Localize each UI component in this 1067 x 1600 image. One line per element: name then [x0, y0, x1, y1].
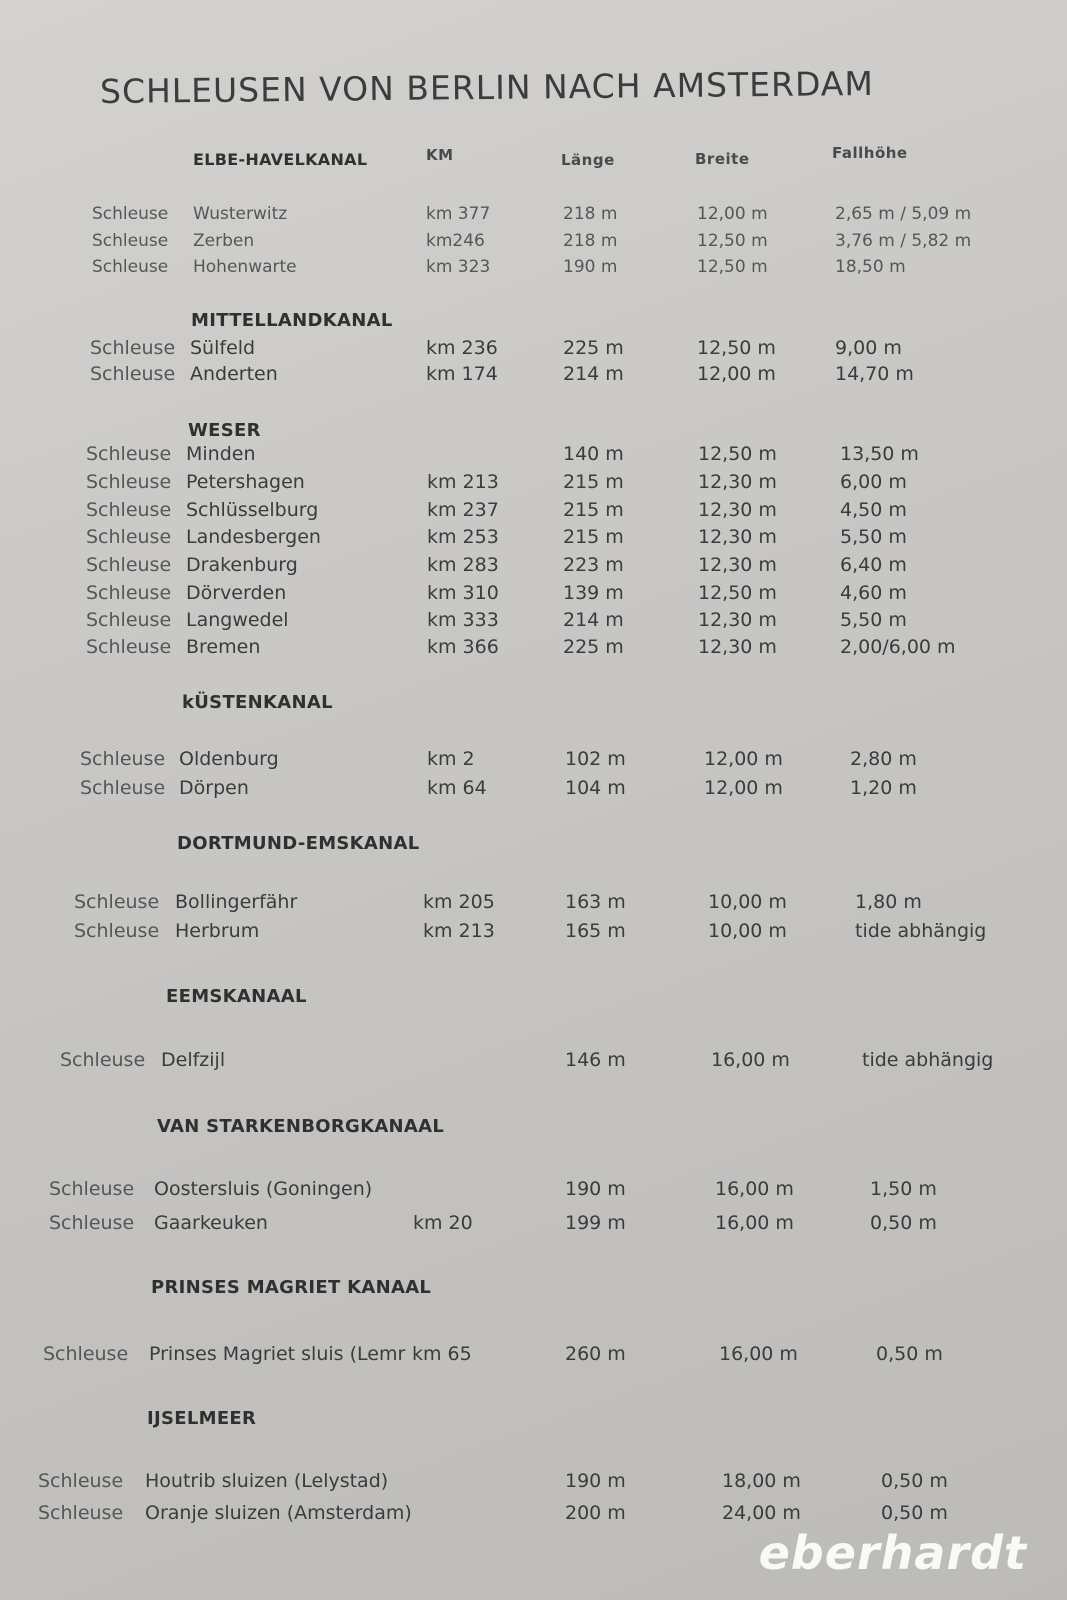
lock-drop: 0,50 m	[876, 1343, 943, 1365]
lock-name: Dörpen	[179, 777, 249, 799]
table-row	[0, 1470, 1067, 1498]
lock-name: Oostersluis (Goningen)	[154, 1178, 373, 1200]
lock-length: 215 m	[563, 526, 624, 548]
lock-width: 10,00 m	[708, 920, 787, 942]
lock-length: 165 m	[565, 920, 626, 942]
lock-km: km 213	[423, 920, 495, 942]
lock-length: 190 m	[565, 1178, 626, 1200]
lock-km: km 366	[427, 636, 499, 658]
lock-name: Landesbergen	[186, 526, 321, 548]
lock-name: Schlüsselburg	[186, 499, 319, 521]
lock-drop: tide abhängig	[862, 1049, 994, 1071]
section-heading: MITTELLANDKANAL	[191, 310, 393, 331]
lock-length: 218 m	[563, 204, 618, 224]
lock-name: Petershagen	[186, 471, 305, 493]
lock-width: 12,30 m	[698, 554, 777, 576]
lock-drop: 1,50 m	[870, 1178, 937, 1200]
lock-label: Schleuse	[90, 337, 176, 359]
lock-km: km 323	[426, 257, 491, 277]
section-heading: WESER	[188, 420, 261, 441]
lock-km: km 377	[426, 204, 491, 224]
lock-km: km 174	[426, 363, 498, 385]
lock-width: 12,30 m	[698, 636, 777, 658]
lock-width: 12,50 m	[698, 582, 777, 604]
lock-drop: 1,80 m	[855, 891, 922, 913]
lock-width: 18,00 m	[722, 1470, 801, 1492]
lock-label: Schleuse	[90, 363, 176, 385]
lock-drop: 1,20 m	[850, 777, 917, 799]
lock-width: 24,00 m	[722, 1502, 801, 1524]
lock-label: Schleuse	[38, 1502, 124, 1524]
lock-length: 146 m	[565, 1049, 626, 1071]
lock-width: 12,30 m	[698, 499, 777, 521]
lock-name: Prinses Magriet sluis (Lemr	[149, 1343, 406, 1365]
lock-length: 200 m	[565, 1502, 626, 1524]
lock-drop: 6,00 m	[840, 471, 907, 493]
lock-name: Wusterwitz	[193, 204, 288, 224]
lock-km: km246	[426, 231, 485, 251]
table-row	[0, 1178, 1067, 1206]
lock-label: Schleuse	[92, 257, 169, 277]
lock-length: 190 m	[563, 257, 618, 277]
table-row	[0, 257, 1067, 285]
lock-name: Delfzijl	[161, 1049, 226, 1071]
lock-name: Sülfeld	[190, 337, 256, 359]
table-row	[0, 363, 1067, 391]
lock-drop: tide abhängig	[855, 920, 987, 942]
lock-width: 16,00 m	[715, 1178, 794, 1200]
lock-label: Schleuse	[49, 1178, 135, 1200]
lock-label: Schleuse	[92, 231, 169, 251]
lock-name: Langwedel	[186, 609, 289, 631]
table-row	[0, 582, 1067, 610]
lock-label: Schleuse	[74, 920, 160, 942]
lock-label: Schleuse	[86, 582, 172, 604]
lock-length: 199 m	[565, 1212, 626, 1234]
lock-name: Houtrib sluizen (Lelystad)	[145, 1470, 389, 1492]
watermark-logo: eberhardt	[758, 1526, 1027, 1580]
lock-drop: 13,50 m	[840, 443, 919, 465]
section-heading: EEMSKANAAL	[166, 986, 307, 1007]
lock-width: 12,50 m	[697, 231, 768, 251]
column-header-fallhoehe: Fallhöhe	[832, 144, 908, 162]
lock-length: 190 m	[565, 1470, 626, 1492]
section-heading: IJSELMEER	[147, 1408, 257, 1429]
column-header-breite: Breite	[695, 150, 750, 168]
table-row	[0, 471, 1067, 499]
lock-length: 104 m	[565, 777, 626, 799]
lock-label: Schleuse	[80, 777, 166, 799]
lock-label: Schleuse	[74, 891, 160, 913]
table-row	[0, 609, 1067, 637]
lock-drop: 4,60 m	[840, 582, 907, 604]
lock-name: Gaarkeuken	[154, 1212, 268, 1234]
lock-width: 12,00 m	[704, 748, 783, 770]
lock-length: 218 m	[563, 231, 618, 251]
lock-width: 12,00 m	[697, 204, 768, 224]
lock-km: km 253	[427, 526, 499, 548]
lock-drop: 0,50 m	[870, 1212, 937, 1234]
lock-length: 223 m	[563, 554, 624, 576]
lock-name: Oranje sluizen (Amsterdam)	[145, 1502, 412, 1524]
lock-width: 12,50 m	[697, 257, 768, 277]
lock-label: Schleuse	[86, 636, 172, 658]
lock-name: Bremen	[186, 636, 261, 658]
lock-drop: 5,50 m	[840, 609, 907, 631]
lock-width: 16,00 m	[711, 1049, 790, 1071]
lock-width: 12,30 m	[698, 526, 777, 548]
lock-width: 10,00 m	[708, 891, 787, 913]
lock-label: Schleuse	[86, 554, 172, 576]
table-row	[0, 920, 1067, 948]
lock-label: Schleuse	[38, 1470, 124, 1492]
lock-name: Drakenburg	[186, 554, 298, 576]
lock-label: Schleuse	[86, 526, 172, 548]
lock-km: km 65	[412, 1343, 472, 1365]
table-row	[0, 1343, 1067, 1371]
lock-label: Schleuse	[80, 748, 166, 770]
lock-label: Schleuse	[86, 609, 172, 631]
lock-name: Zerben	[193, 231, 255, 251]
table-row	[0, 554, 1067, 582]
table-row	[0, 526, 1067, 554]
lock-length: 139 m	[563, 582, 624, 604]
lock-width: 16,00 m	[715, 1212, 794, 1234]
lock-width: 12,30 m	[698, 471, 777, 493]
table-row	[0, 443, 1067, 471]
lock-name: Hohenwarte	[193, 257, 297, 277]
lock-label: Schleuse	[92, 204, 169, 224]
lock-length: 140 m	[563, 443, 624, 465]
lock-name: Minden	[186, 443, 256, 465]
lock-name: Herbrum	[175, 920, 260, 942]
lock-drop: 5,50 m	[840, 526, 907, 548]
table-row	[0, 1212, 1067, 1240]
lock-drop: 6,40 m	[840, 554, 907, 576]
table-row	[0, 891, 1067, 919]
table-row	[0, 748, 1067, 776]
lock-drop: 2,80 m	[850, 748, 917, 770]
lock-label: Schleuse	[49, 1212, 135, 1234]
lock-length: 215 m	[563, 471, 624, 493]
lock-width: 12,00 m	[704, 777, 783, 799]
lock-km: km 205	[423, 891, 495, 913]
lock-length: 163 m	[565, 891, 626, 913]
lock-label: Schleuse	[86, 443, 172, 465]
lock-km: km 20	[413, 1212, 473, 1234]
table-row	[0, 499, 1067, 527]
lock-label: Schleuse	[60, 1049, 146, 1071]
lock-name: Anderten	[190, 363, 278, 385]
lock-width: 12,30 m	[698, 609, 777, 631]
lock-width: 12,00 m	[697, 363, 776, 385]
lock-km: km 310	[427, 582, 499, 604]
section-heading: VAN STARKENBORGKANAAL	[157, 1116, 445, 1137]
lock-width: 12,50 m	[698, 443, 777, 465]
lock-drop: 4,50 m	[840, 499, 907, 521]
lock-label: Schleuse	[86, 471, 172, 493]
section-heading: kÜSTENKANAL	[182, 692, 333, 713]
lock-drop: 3,76 m / 5,82 m	[835, 231, 972, 251]
lock-drop: 0,50 m	[881, 1502, 948, 1524]
lock-length: 102 m	[565, 748, 626, 770]
lock-km: km 283	[427, 554, 499, 576]
table-row	[0, 636, 1067, 664]
table-row	[0, 231, 1067, 259]
lock-width: 12,50 m	[697, 337, 776, 359]
section-heading: ELBE-HAVELKANAL	[193, 150, 368, 169]
lock-width: 16,00 m	[719, 1343, 798, 1365]
lock-name: Dörverden	[186, 582, 287, 604]
lock-length: 214 m	[563, 363, 624, 385]
section-heading: DORTMUND-EMSKANAL	[177, 833, 420, 854]
column-header-laenge: Länge	[561, 151, 615, 169]
lock-km: km 237	[427, 499, 499, 521]
lock-km: km 213	[427, 471, 499, 493]
lock-km: km 64	[427, 777, 487, 799]
table-row	[0, 1049, 1067, 1077]
lock-length: 225 m	[563, 636, 624, 658]
lock-km: km 2	[427, 748, 475, 770]
lock-drop: 0,50 m	[881, 1470, 948, 1492]
lock-drop: 2,00/6,00 m	[840, 636, 956, 658]
lock-length: 225 m	[563, 337, 624, 359]
lock-drop: 2,65 m / 5,09 m	[835, 204, 972, 224]
lock-length: 260 m	[565, 1343, 626, 1365]
table-row	[0, 337, 1067, 365]
lock-drop: 14,70 m	[835, 363, 914, 385]
lock-name: Oldenburg	[179, 748, 279, 770]
lock-name: Bollingerfähr	[175, 891, 298, 913]
section-heading: PRINSES MAGRIET KANAAL	[151, 1277, 432, 1298]
lock-label: Schleuse	[86, 499, 172, 521]
lock-km: km 333	[427, 609, 499, 631]
lock-drop: 9,00 m	[835, 337, 902, 359]
table-row	[0, 777, 1067, 805]
lock-length: 214 m	[563, 609, 624, 631]
lock-length: 215 m	[563, 499, 624, 521]
table-row	[0, 204, 1067, 232]
column-header-km: KM	[426, 146, 454, 164]
lock-label: Schleuse	[43, 1343, 129, 1365]
page-title: SCHLEUSEN VON BERLIN NACH AMSTERDAM	[99, 63, 875, 111]
lock-km: km 236	[426, 337, 498, 359]
lock-drop: 18,50 m	[835, 257, 906, 277]
